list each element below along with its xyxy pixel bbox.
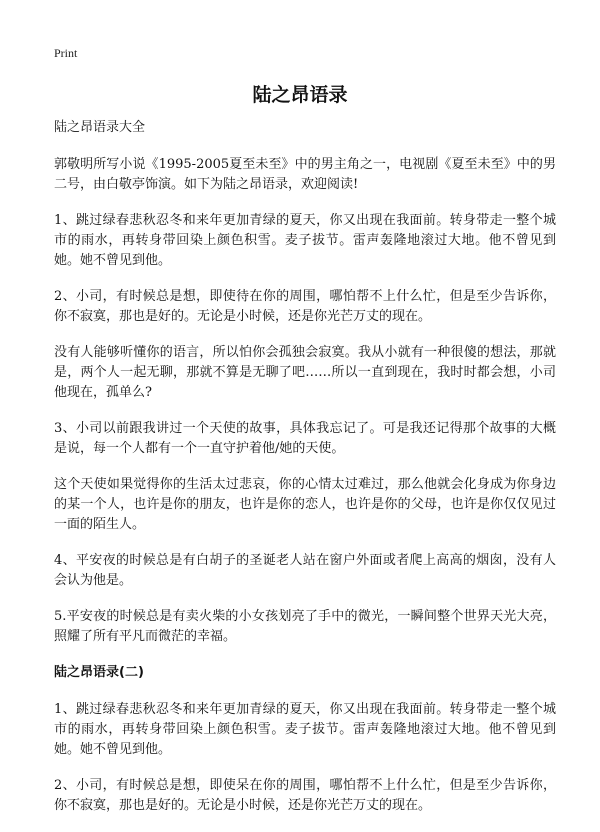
quote-paragraph: 1、跳过绿春悲秋忍冬和来年更加青绿的夏天，你又出现在我面前。转身带走一整个城市的雨水，再转身带回染上颜色积雪。麦子拔节。雷声轰隆地滚过大地。他不曾见到她。她不曾见到他。: [54, 213, 556, 268]
document-body: [54, 118, 556, 832]
quote-paragraph: 没有人能够听懂你的语言，所以怕你会孤独会寂寞。我从小就有一种很傻的想法，那就是，两个人一起无聊，那就不算是无聊了吧……所以一直到现在，我时时都会想，小司他现在，孤单么?: [54, 345, 556, 400]
page-title: 陆之昂语录: [252, 84, 348, 106]
print-link[interactable]: Print: [54, 46, 78, 60]
quote-paragraph: 3、小司以前跟我讲过一个天使的故事，具体我忘记了。可是我还记得那个故事的大概是说，每一个人都有一个一直守护着他/她的天使。: [54, 421, 556, 456]
quote-paragraph: 1、跳过绿春悲秋忍冬和来年更加青绿的夏天，你又出现在我面前。转身带走一整个城市的雨水，再转身带回染上颜色积雪。麦子拔节。雷声轰隆地滚过大地。他不曾见到她。她不曾见到他。: [54, 702, 556, 757]
document-subtitle: 陆之昂语录大全: [54, 120, 146, 135]
quote-paragraph: 这个天使如果觉得你的生活太过悲哀，你的心情太过难过，那么他就会化身成为你身边的某一个人，也许是你的朋友，也许是你的恋人，也许是你的父母，也许是你仅仅见过一面的陌生人。: [54, 477, 556, 532]
quote-paragraph: 5.平安夜的时候总是有卖火柴的小女孩划亮了手中的微光，一瞬间整个世界天光大亮，照耀了所有平凡而微茫的幸福。: [54, 609, 556, 644]
quote-paragraph: 2、小司，有时候总是想，即使呆在你的周围，哪怕帮不上什么忙，但是至少告诉你，你不寂寞，那也是好的。无论是小时候，还是你光芒万丈的现在。: [54, 778, 556, 813]
intro-paragraph: 郭敬明所写小说《1995-2005夏至未至》中的男主角之一，电视剧《夏至未至》中的男二号，由白敬亭饰演。如下为陆之昂语录，欢迎阅读!: [54, 157, 556, 192]
quote-paragraph: 2、小司，有时候总是想，即使待在你的周围，哪怕帮不上什么忙，但是至少告诉你，你不寂寞，那也是好的。无论是小时候，还是你光芒万丈的现在。: [54, 289, 556, 324]
quote-paragraph: 4、平安夜的时候总是有白胡子的圣诞老人站在窗户外面或者爬上高高的烟囱，没有人会认为他是。: [54, 553, 556, 588]
section-heading: 陆之昂语录(二): [54, 665, 144, 680]
